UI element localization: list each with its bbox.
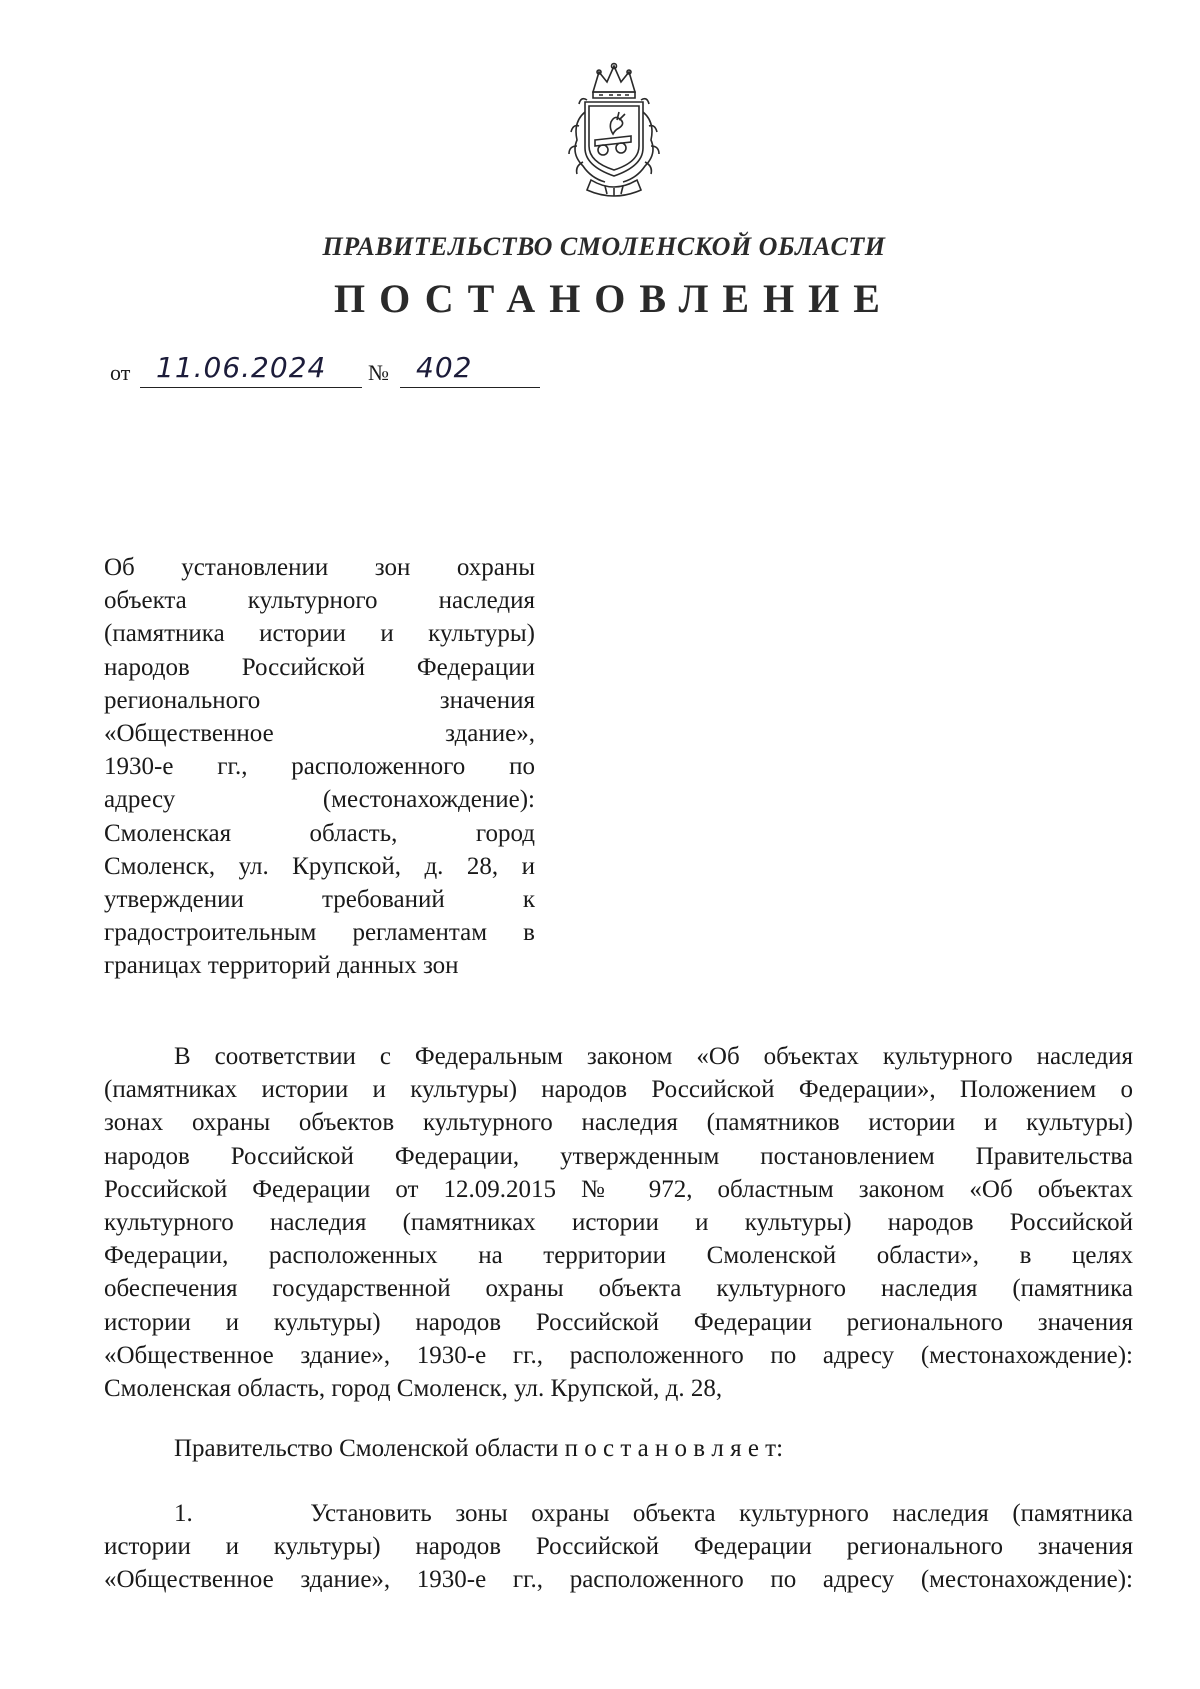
decree-statement: Правительство Смоленской области п о с т а н о в л я е т: [174, 1435, 784, 1462]
number-underline [400, 387, 540, 388]
subject-line: градостроительным регламентам в [104, 919, 535, 947]
preamble-line: народов Российской Федерации, утвержденным постановлением Правительства [104, 1142, 1133, 1170]
number-label: № [368, 360, 389, 385]
subject-line: регионального значения [104, 686, 535, 714]
preamble-line: «Общественное здание», 1930-е гг., расположенного по адресу (местонахождение): [104, 1341, 1133, 1369]
item-1-paragraph [104, 1497, 1133, 1597]
government-title: ПРАВИТЕЛЬСТВО СМОЛЕНСКОЙ ОБЛАСТИ [322, 232, 886, 261]
preamble-line: истории и культуры) народов Российской Федерации регионального значения [104, 1308, 1133, 1336]
preamble-line: обеспечения государственной охраны объекта культурного наследия (памятника [104, 1275, 1133, 1303]
preamble-line: культурного наследия (памятниках истории и культуры) народов Российской [104, 1209, 1133, 1237]
subject-line: адресу (местонахождение): [104, 786, 535, 814]
subject-line: утверждении требований к [104, 886, 535, 914]
handwritten-number: 402 [416, 351, 473, 384]
subject-line: границах территорий данных зон [104, 952, 459, 980]
date-number-line [110, 350, 550, 390]
item-1-line: 1. Установить зоны охраны объекта культурного наследия (памятника [174, 1500, 1133, 1527]
preamble-line: Федерации, расположенных на территории Смоленской области», в целях [104, 1242, 1133, 1270]
preamble-line: Российской Федерации от 12.09.2015 № 972, областным законом «Об объектах [104, 1175, 1133, 1203]
preamble-line: (памятниках истории и культуры) народов Российской Федерации», Положением о [104, 1076, 1133, 1104]
date-label: от [110, 360, 131, 385]
item-1-line: истории и культуры) народов Российской Федерации регионального значения [104, 1533, 1133, 1561]
item-1-line: «Общественное здание», 1930-е гг., расположенного по адресу (местонахождение): [104, 1566, 1133, 1594]
preamble-line: зонах охраны объектов культурного наследия (памятников истории и культуры) [104, 1109, 1133, 1137]
handwritten-date: 11.06.2024 [156, 351, 327, 384]
subject-line: объекта культурного наследия [104, 587, 535, 615]
preamble-line: В соответствии с Федеральным законом «Об объектах культурного наследия [174, 1043, 1133, 1070]
subject-line: «Общественное здание», [104, 720, 535, 748]
subject-line: Об установлении зон охраны [104, 554, 535, 581]
subject-line: 1930-е гг., расположенного по [104, 753, 535, 781]
subject-line: народов Российской Федерации [104, 653, 535, 681]
document-type: ПОСТАНОВЛЕНИЕ [334, 276, 894, 321]
preamble-line: Смоленская область, город Смоленск, ул. Крупской, д. 28, [104, 1375, 723, 1403]
subject-block [104, 551, 535, 983]
subject-line: (памятника истории и культуры) [104, 620, 535, 648]
date-underline [140, 387, 362, 388]
subject-line: Смоленск, ул. Крупской, д. 28, и [104, 852, 535, 880]
preamble-paragraph [104, 1040, 1133, 1405]
subject-line: Смоленская область, город [104, 819, 535, 847]
coat-of-arms-icon [555, 62, 673, 202]
